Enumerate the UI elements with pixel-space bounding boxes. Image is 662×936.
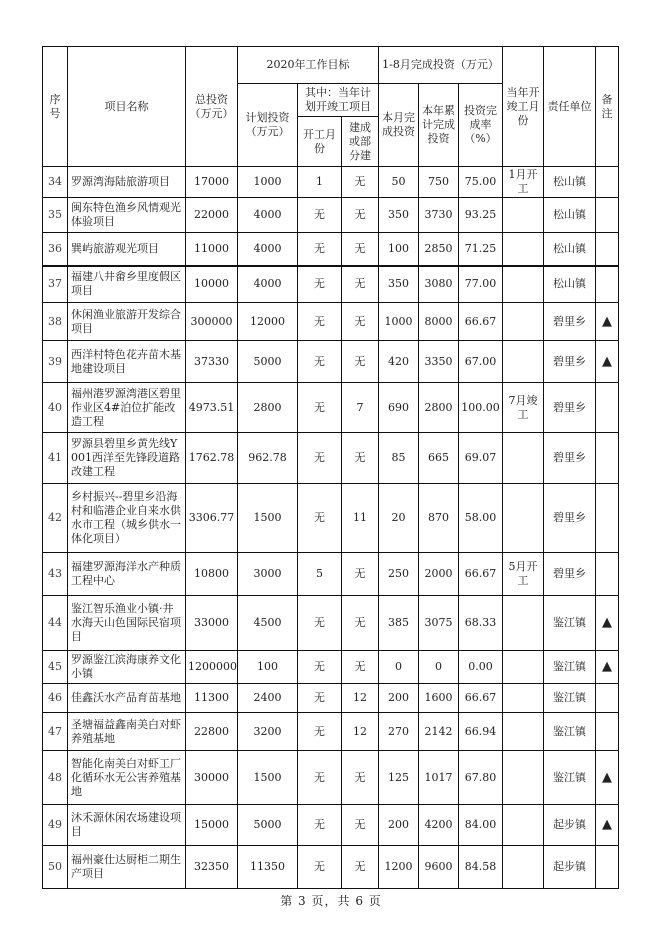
cell-seq: 40 <box>43 383 68 433</box>
cell-month-invest: 100 <box>379 233 419 266</box>
cell-built: 无 <box>342 341 379 383</box>
cell-built: 12 <box>342 684 379 713</box>
cell-built: 无 <box>342 303 379 341</box>
cell-name: 休闲渔业旅游开发综合项目 <box>68 303 186 341</box>
cell-name: 罗源湾海陆旅游项目 <box>68 167 186 198</box>
table-row <box>43 233 619 266</box>
cell-seq: 34 <box>43 167 68 198</box>
cell-year-month <box>503 266 544 303</box>
cell-plan: 4000 <box>238 198 298 233</box>
cell-seq: 39 <box>43 341 68 383</box>
cell-unit: 鉴江镇 <box>544 751 596 805</box>
cell-rate: 0.00 <box>459 651 503 684</box>
cell-start-month: 1 <box>298 167 342 198</box>
cell-plan: 2800 <box>238 383 298 433</box>
cell-year-cum: 2800 <box>419 383 459 433</box>
cell-unit: 碧里乡 <box>544 383 596 433</box>
cell-name: 福建八井畲乡里度假区项目 <box>68 266 186 303</box>
page-footer: 第 3 页，共 6 页 <box>280 894 382 908</box>
cell-plan: 3200 <box>238 713 298 751</box>
cell-built: 无 <box>342 167 379 198</box>
cell-built: 无 <box>342 198 379 233</box>
cell-remark <box>596 233 619 266</box>
cell-built: 无 <box>342 596 379 651</box>
header-total: 总投资（万元） <box>186 47 238 167</box>
cell-start-month: 无 <box>298 303 342 341</box>
cell-name: 乡村振兴--碧里乡沿海村和临港企业自来水供水市工程（城乡供水一体化项目） <box>68 484 186 553</box>
cell-year-cum: 2000 <box>419 553 459 596</box>
cell-plan: 4500 <box>238 596 298 651</box>
cell-remark <box>596 433 619 484</box>
cell-total: 22000 <box>186 198 238 233</box>
header-completed: 建成或部分建 <box>342 117 379 167</box>
triangle-marker-icon: ▲ <box>596 751 619 805</box>
cell-total: 22800 <box>186 713 238 751</box>
header-rate: 投资完成率（%） <box>459 84 503 167</box>
table-row <box>43 266 619 303</box>
table-row <box>43 341 619 383</box>
cell-plan: 12000 <box>238 303 298 341</box>
cell-unit: 起步镇 <box>544 846 596 889</box>
cell-name: 智能化南美白对虾工厂化循环水无公害养殖基地 <box>68 751 186 805</box>
table-row <box>43 198 619 233</box>
header-start-month: 开工月份 <box>298 117 342 167</box>
cell-year-cum: 3080 <box>419 266 459 303</box>
table-row <box>43 553 619 596</box>
cell-name: 圣塘福益鑫南美白对虾养殖基地 <box>68 713 186 751</box>
cell-start-month: 无 <box>298 651 342 684</box>
cell-unit: 松山镇 <box>544 266 596 303</box>
cell-total: 300000 <box>186 303 238 341</box>
cell-name: 福州港罗源湾港区碧里作业区4#泊位扩能改造工程 <box>68 383 186 433</box>
cell-rate: 71.25 <box>459 233 503 266</box>
cell-rate: 66.67 <box>459 303 503 341</box>
cell-rate: 100.00 <box>459 383 503 433</box>
cell-year-cum: 2142 <box>419 713 459 751</box>
cell-year-cum: 0 <box>419 651 459 684</box>
cell-year-cum: 1017 <box>419 751 459 805</box>
triangle-marker-icon: ▲ <box>596 303 619 341</box>
cell-plan: 100 <box>238 651 298 684</box>
cell-rate: 77.00 <box>459 266 503 303</box>
cell-month-invest: 250 <box>379 553 419 596</box>
table-row <box>43 651 619 684</box>
cell-year-cum: 665 <box>419 433 459 484</box>
cell-remark <box>596 167 619 198</box>
cell-start-month: 无 <box>298 341 342 383</box>
cell-year-cum: 9600 <box>419 846 459 889</box>
cell-name: 巽屿旅游观光项目 <box>68 233 186 266</box>
cell-name: 罗源县碧里乡黄先线Y001西洋至先锋段道路改建工程 <box>68 433 186 484</box>
header-year-cum: 本年累计完成投资 <box>419 84 459 167</box>
cell-year-cum: 750 <box>419 167 459 198</box>
cell-unit: 碧里乡 <box>544 341 596 383</box>
cell-year-month <box>503 651 544 684</box>
cell-year-month <box>503 713 544 751</box>
cell-seq: 50 <box>43 846 68 889</box>
cell-unit: 鉴江镇 <box>544 651 596 684</box>
cell-month-invest: 125 <box>379 751 419 805</box>
cell-rate: 67.00 <box>459 341 503 383</box>
cell-year-cum: 8000 <box>419 303 459 341</box>
cell-year-cum: 870 <box>419 484 459 553</box>
cell-built: 12 <box>342 713 379 751</box>
cell-unit: 松山镇 <box>544 233 596 266</box>
cell-month-invest: 200 <box>379 805 419 846</box>
cell-seq: 44 <box>43 596 68 651</box>
table-row <box>43 484 619 553</box>
cell-built: 11 <box>342 484 379 553</box>
cell-rate: 93.25 <box>459 198 503 233</box>
table-row <box>43 751 619 805</box>
cell-seq: 41 <box>43 433 68 484</box>
cell-start-month: 无 <box>298 805 342 846</box>
cell-total: 4973.51 <box>186 383 238 433</box>
table-row <box>43 167 619 198</box>
table-row <box>43 303 619 341</box>
cell-rate: 67.80 <box>459 751 503 805</box>
cell-total: 32350 <box>186 846 238 889</box>
cell-year-month <box>503 684 544 713</box>
cell-start-month: 无 <box>298 433 342 484</box>
cell-month-invest: 385 <box>379 596 419 651</box>
cell-rate: 69.07 <box>459 433 503 484</box>
cell-remark <box>596 266 619 303</box>
cell-name: 福州豪仕达厨柜二期生产项目 <box>68 846 186 889</box>
cell-year-month <box>503 233 544 266</box>
cell-total: 11300 <box>186 684 238 713</box>
cell-plan: 11350 <box>238 846 298 889</box>
cell-rate: 84.58 <box>459 846 503 889</box>
cell-total: 10800 <box>186 553 238 596</box>
header-unit: 责任单位 <box>544 47 596 167</box>
cell-year-month <box>503 596 544 651</box>
cell-built: 无 <box>342 651 379 684</box>
header-seq: 序号 <box>43 47 68 167</box>
cell-unit: 松山镇 <box>544 198 596 233</box>
cell-unit: 碧里乡 <box>544 484 596 553</box>
cell-seq: 38 <box>43 303 68 341</box>
cell-remark <box>596 684 619 713</box>
cell-built: 无 <box>342 433 379 484</box>
header-goal-2020: 2020年工作目标 <box>238 47 379 84</box>
cell-seq: 45 <box>43 651 68 684</box>
cell-remark <box>596 198 619 233</box>
header-remark: 备注 <box>596 47 619 167</box>
cell-total: 37330 <box>186 341 238 383</box>
cell-rate: 68.33 <box>459 596 503 651</box>
cell-plan: 4000 <box>238 233 298 266</box>
header-planned-projects: 其中：当年计划开竣工项目 <box>298 84 379 117</box>
cell-unit: 鉴江镇 <box>544 596 596 651</box>
table-row <box>43 684 619 713</box>
triangle-marker-icon: ▲ <box>596 596 619 651</box>
cell-plan: 1500 <box>238 751 298 805</box>
cell-year-month <box>503 805 544 846</box>
cell-total: 1200000 <box>186 651 238 684</box>
cell-seq: 47 <box>43 713 68 751</box>
header-name: 项目名称 <box>68 47 186 167</box>
cell-unit: 起步镇 <box>544 805 596 846</box>
cell-year-month <box>503 198 544 233</box>
cell-year-month: 7月竣工 <box>503 383 544 433</box>
cell-total: 3306.77 <box>186 484 238 553</box>
cell-plan: 5000 <box>238 341 298 383</box>
header-done-1-8: 1-8月完成投资（万元） <box>379 47 503 84</box>
cell-total: 30000 <box>186 751 238 805</box>
cell-year-month <box>503 846 544 889</box>
cell-start-month: 无 <box>298 484 342 553</box>
cell-month-invest: 200 <box>379 684 419 713</box>
cell-built: 无 <box>342 233 379 266</box>
cell-seq: 46 <box>43 684 68 713</box>
cell-start-month: 5 <box>298 553 342 596</box>
cell-name: 佳鑫沃水产品育苗基地 <box>68 684 186 713</box>
table-row <box>43 596 619 651</box>
cell-plan: 2400 <box>238 684 298 713</box>
cell-year-month <box>503 433 544 484</box>
cell-year-cum: 4200 <box>419 805 459 846</box>
cell-total: 15000 <box>186 805 238 846</box>
cell-month-invest: 20 <box>379 484 419 553</box>
cell-total: 1762.78 <box>186 433 238 484</box>
cell-remark <box>596 553 619 596</box>
cell-name: 闽东特色渔乡风情观光体验项目 <box>68 198 186 233</box>
cell-remark <box>596 383 619 433</box>
cell-total: 17000 <box>186 167 238 198</box>
cell-start-month: 无 <box>298 684 342 713</box>
cell-unit: 碧里乡 <box>544 303 596 341</box>
cell-rate: 84.00 <box>459 805 503 846</box>
cell-name: 沐禾源休闲农场建设项目 <box>68 805 186 846</box>
cell-plan: 3000 <box>238 553 298 596</box>
cell-name: 鉴江智乐渔业小镇·井水海天山色国际民宿项目 <box>68 596 186 651</box>
cell-year-cum: 3350 <box>419 341 459 383</box>
cell-plan: 4000 <box>238 266 298 303</box>
cell-seq: 35 <box>43 198 68 233</box>
cell-year-cum: 3075 <box>419 596 459 651</box>
cell-year-month <box>503 751 544 805</box>
cell-plan: 962.78 <box>238 433 298 484</box>
cell-built: 无 <box>342 805 379 846</box>
cell-month-invest: 350 <box>379 198 419 233</box>
project-table <box>42 46 619 889</box>
cell-year-cum: 1600 <box>419 684 459 713</box>
cell-plan: 5000 <box>238 805 298 846</box>
cell-unit: 碧里乡 <box>544 553 596 596</box>
cell-month-invest: 690 <box>379 383 419 433</box>
cell-month-invest: 0 <box>379 651 419 684</box>
cell-year-month <box>503 303 544 341</box>
cell-seq: 48 <box>43 751 68 805</box>
cell-start-month: 无 <box>298 198 342 233</box>
cell-year-month <box>503 341 544 383</box>
cell-seq: 49 <box>43 805 68 846</box>
cell-rate: 58.00 <box>459 484 503 553</box>
cell-start-month: 无 <box>298 266 342 303</box>
triangle-marker-icon: ▲ <box>596 341 619 383</box>
cell-rate: 66.67 <box>459 553 503 596</box>
cell-remark <box>596 484 619 553</box>
cell-remark <box>596 713 619 751</box>
cell-start-month: 无 <box>298 751 342 805</box>
table-row <box>43 846 619 889</box>
cell-seq: 36 <box>43 233 68 266</box>
cell-month-invest: 350 <box>379 266 419 303</box>
cell-month-invest: 270 <box>379 713 419 751</box>
cell-seq: 43 <box>43 553 68 596</box>
cell-month-invest: 1200 <box>379 846 419 889</box>
table-row <box>43 805 619 846</box>
header-plan-invest: 计划投资（万元） <box>238 84 298 167</box>
cell-built: 无 <box>342 553 379 596</box>
cell-start-month: 无 <box>298 383 342 433</box>
cell-start-month: 无 <box>298 233 342 266</box>
cell-name: 罗源鉴江滨海康养文化小镇 <box>68 651 186 684</box>
cell-built: 无 <box>342 751 379 805</box>
cell-built: 无 <box>342 846 379 889</box>
cell-seq: 37 <box>43 266 68 303</box>
cell-total: 33000 <box>186 596 238 651</box>
cell-built: 7 <box>342 383 379 433</box>
cell-rate: 66.94 <box>459 713 503 751</box>
triangle-marker-icon: ▲ <box>596 805 619 846</box>
cell-total: 10000 <box>186 266 238 303</box>
cell-month-invest: 85 <box>379 433 419 484</box>
cell-remark <box>596 846 619 889</box>
table-body <box>43 167 619 889</box>
cell-month-invest: 1000 <box>379 303 419 341</box>
cell-start-month: 无 <box>298 596 342 651</box>
cell-name: 西洋村特色花卉苗木基地建设项目 <box>68 341 186 383</box>
cell-unit: 鉴江镇 <box>544 713 596 751</box>
cell-name: 福建罗源海洋水产种质工程中心 <box>68 553 186 596</box>
cell-built: 无 <box>342 266 379 303</box>
cell-year-cum: 2850 <box>419 233 459 266</box>
cell-plan: 1500 <box>238 484 298 553</box>
cell-total: 11000 <box>186 233 238 266</box>
triangle-marker-icon: ▲ <box>596 651 619 684</box>
cell-unit: 鉴江镇 <box>544 684 596 713</box>
cell-start-month: 无 <box>298 846 342 889</box>
cell-rate: 75.00 <box>459 167 503 198</box>
cell-year-month: 5月开工 <box>503 553 544 596</box>
cell-unit: 碧里乡 <box>544 433 596 484</box>
table-row <box>43 383 619 433</box>
cell-year-month <box>503 484 544 553</box>
cell-month-invest: 420 <box>379 341 419 383</box>
header-year-month: 当年开竣工月份 <box>503 47 544 167</box>
cell-year-month: 1月开工 <box>503 167 544 198</box>
header-month-invest: 本月完成投资 <box>379 84 419 167</box>
cell-seq: 42 <box>43 484 68 553</box>
table-row <box>43 713 619 751</box>
cell-unit: 松山镇 <box>544 167 596 198</box>
cell-plan: 1000 <box>238 167 298 198</box>
cell-rate: 66.67 <box>459 684 503 713</box>
table-row <box>43 433 619 484</box>
cell-month-invest: 50 <box>379 167 419 198</box>
cell-year-cum: 3730 <box>419 198 459 233</box>
cell-start-month: 无 <box>298 713 342 751</box>
